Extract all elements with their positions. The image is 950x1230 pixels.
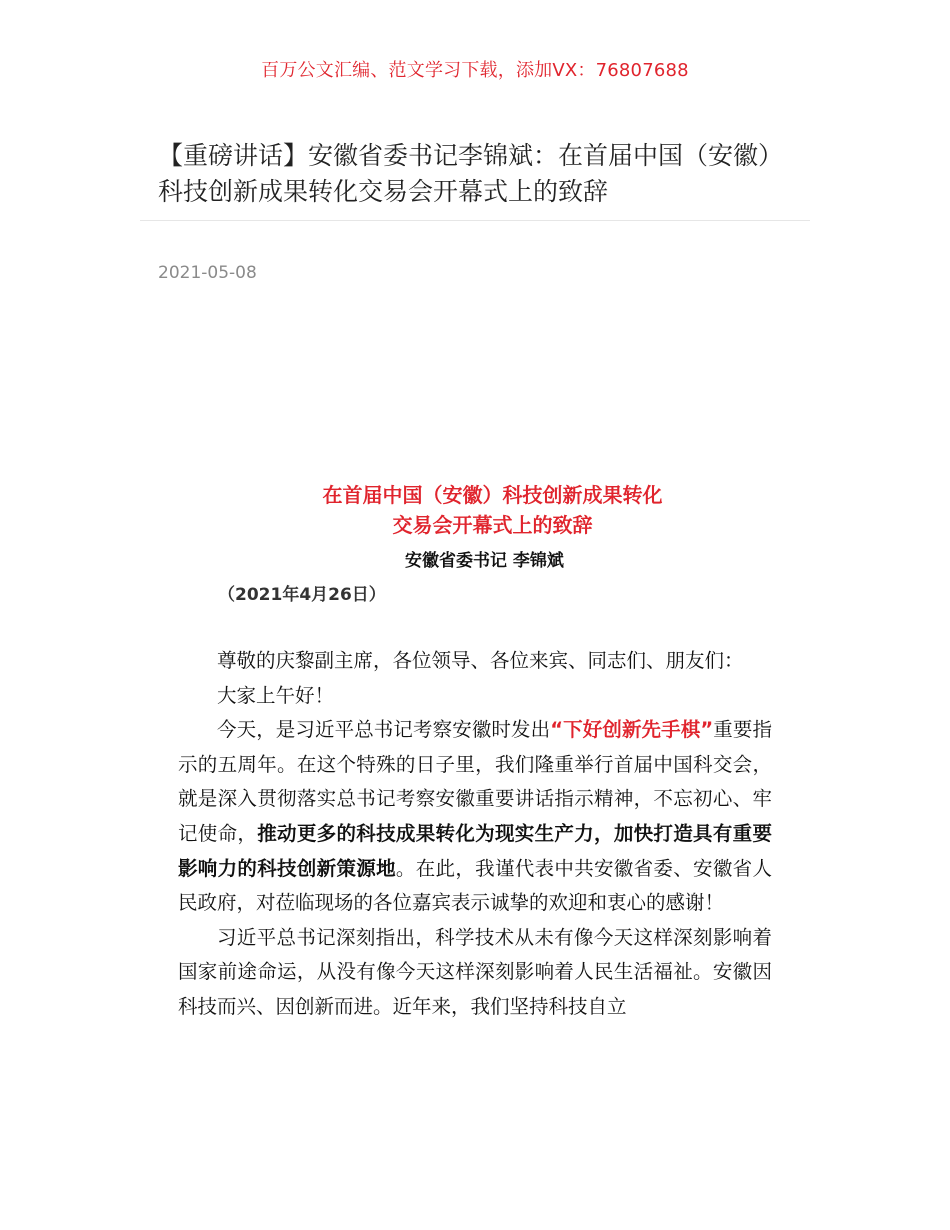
paragraph-anniversary [178, 713, 772, 921]
speech-title-line-2: 交易会开幕式上的致辞 [392, 513, 593, 537]
title-divider [140, 220, 810, 221]
paragraph-text: 。在此，我谨代表中共安徽省委、安徽省人民政府，对莅临现场的各位嘉宾表示诚挚的欢迎和衷心的感谢！ [178, 856, 772, 915]
paragraph-science: 习近平总书记深刻指出，科学技术从未有像今天这样深刻影响着国家前途命运，从没有像今天这样深刻影响着人民生活福祉。安徽因科技而兴、因创新而进。近年来，我们坚持科技自立 [178, 925, 772, 1018]
bold-emphasis: 推动更多的科技成果转化为现实生产力，加快打造具有重要影响力的科技创新策源地 [178, 821, 772, 880]
speech-title [0, 480, 950, 540]
speech-title-line-1: 在首届中国（安徽）科技创新成果转化 [322, 483, 663, 507]
paragraph-text: 重要指示的五周年。在这个特殊的日子里，我们隆重举行首届中国科交会，就是深入贯彻落实总书记考察安徽重要讲话指示精神，不忘初心、牢记使命， [178, 718, 772, 845]
promo-banner: 百万公文汇编、范文学习下载，添加VX：76807688 [261, 60, 689, 81]
publish-date: 2021-05-08 [158, 263, 257, 283]
speaker-byline: 安徽省委书记 李锦斌 [405, 551, 564, 571]
paragraph-text: 今天，是习近平总书记考察安徽时发出 [217, 718, 551, 742]
article-title: 【重磅讲话】安徽省委书记李锦斌：在首届中国（安徽）科技创新成果转化交易会开幕式上的致辞 [158, 141, 784, 206]
speech-date: （2021年4月26日） [218, 585, 386, 605]
highlight-quote: “下好创新先手棋” [550, 718, 714, 742]
speech-body [178, 644, 772, 1025]
greeting-paragraph: 大家上午好！ [217, 683, 335, 707]
salutation-paragraph: 尊敬的庆黎副主席，各位领导、各位来宾、同志们、朋友们： [217, 649, 744, 672]
